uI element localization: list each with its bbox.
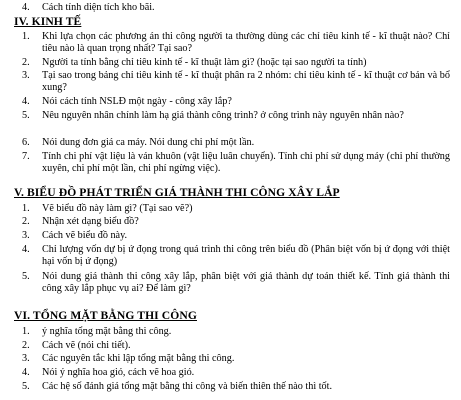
item-text: Cách tính diện tích kho bãi. xyxy=(42,2,155,13)
item-number: 3. xyxy=(22,353,30,364)
item-text: Khi lựa chọn các phương án thi công người ta thường dùng các chỉ tiêu kinh tế - kĩ thuật nào? Chỉ tiêu nào là quan trọng nhất? Tại sao? xyxy=(42,31,450,55)
item-text: Nói dung giá thành thi công xây lắp, phân biệt với giá thành dự toán thiết kế. Tính giá thành thi công xây lắp phục vụ ai? Để làm gì? xyxy=(42,271,450,295)
item-number: 5. xyxy=(22,110,30,121)
item-number: 1. xyxy=(22,326,30,337)
item-text: Nêu nguyên nhân chính làm hạ giá thành công trình? ở công trình này nguyên nhân nào? xyxy=(42,110,404,121)
item-text: Vẽ biểu đồ này làm gì? (Tại sao vẽ?) xyxy=(42,203,193,214)
item-text: Nhận xét dạng biểu đồ? xyxy=(42,216,139,227)
item-number: 1. xyxy=(22,31,30,42)
item-text: Tính chi phí vật liệu là ván khuôn (vật liệu luân chuyển). Tính chi phí sử dụng máy (chi phí thường xuyên, chi phí một lần, chi phí ngừng việc). xyxy=(42,151,450,175)
section-heading-tong-mat-bang: VI. TỔNG MẶT BẰNG THI CÔNG xyxy=(14,309,197,322)
item-text: Các hệ số đánh giá tổng mặt bằng thi công và biến thiên thế nào thì tốt. xyxy=(42,381,332,392)
item-number: 7. xyxy=(22,151,30,162)
item-number: 5. xyxy=(22,271,30,282)
section-heading-bieu-do: V. BIỂU ĐỒ PHÁT TRIỂN GIÁ THÀNH THI CÔNG XÂY LẮP xyxy=(14,186,340,199)
item-number: 4. xyxy=(22,96,30,107)
item-number: 2. xyxy=(22,340,30,351)
section-heading-kinh-te: IV. KINH TẾ xyxy=(14,15,82,28)
item-text: Chỉ lượng vốn dự bị ứ đọng trong quá trình thi công trên biểu đồ (Phân biệt vốn bị ứ đọng với thiệt hại vốn bị ứ đọng) xyxy=(42,244,450,268)
item-text: Cách vẽ biểu đồ này. xyxy=(42,230,128,241)
item-text: Các nguyên tắc khi lập tổng mặt bằng thi công. xyxy=(42,353,235,364)
item-text: Nói dung đơn giá ca máy. Nói dung chi phí một lần. xyxy=(42,137,255,148)
item-number: 3. xyxy=(22,230,30,241)
item-number: 4. xyxy=(22,367,30,378)
item-number: 2. xyxy=(22,57,30,68)
item-number: 3. xyxy=(22,70,30,81)
item-text: Nói cách tính NSLĐ một ngày - công xây lắp? xyxy=(42,96,232,107)
item-number: 4. xyxy=(22,244,30,255)
item-number: 2. xyxy=(22,216,30,227)
item-text: Nói ý nghĩa hoa gió, cách vẽ hoa gió. xyxy=(42,367,195,378)
item-number: 6. xyxy=(22,137,30,148)
item-text: Tại sao trong bảng chỉ tiêu kinh tế - kĩ thuật phân ra 2 nhóm: chỉ tiêu kinh tế - kĩ thuật cơ bản và bổ xung? xyxy=(42,70,450,94)
item-text: Cách vẽ (nói chi tiết). xyxy=(42,340,131,351)
item-number: 4. xyxy=(22,2,30,13)
item-text: ý nghĩa tổng mặt bằng thi công. xyxy=(42,326,172,337)
item-number: 5. xyxy=(22,381,30,392)
item-number: 1. xyxy=(22,203,30,214)
item-text: Người ta tính bằng chỉ tiêu kinh tế - kĩ thuật làm gì? (hoặc tại sao người ta tính) xyxy=(42,57,367,68)
